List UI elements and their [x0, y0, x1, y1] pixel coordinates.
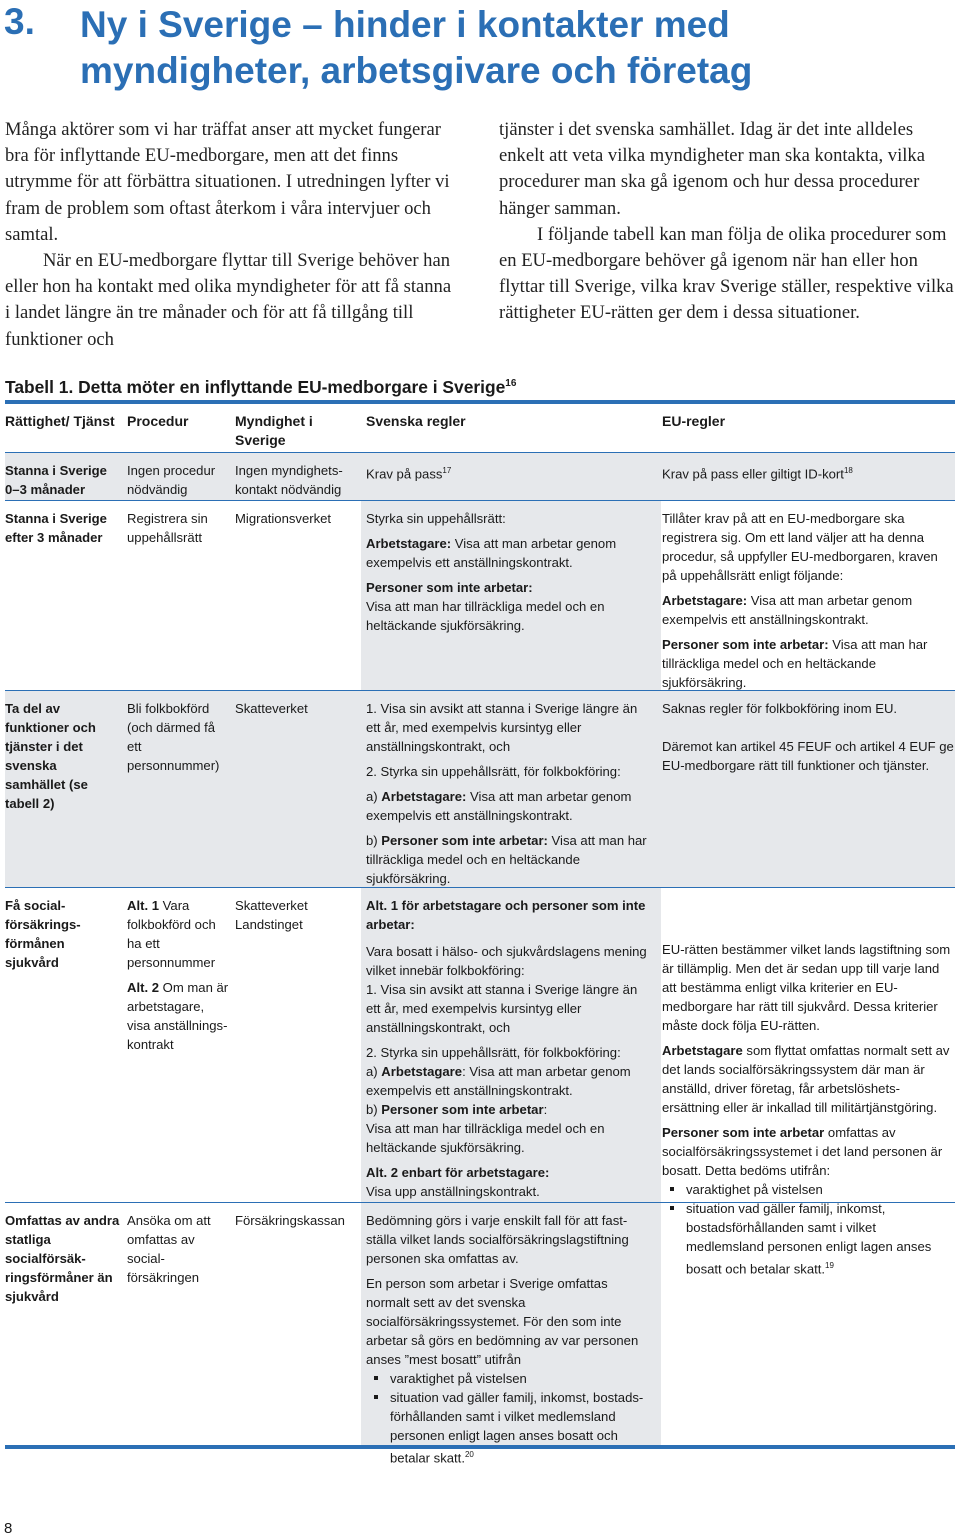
- header-rattighet: Rättighet/ Tjänst: [5, 413, 115, 429]
- procedure-cell: Ansöka om att omfattas av social-försäkringen: [127, 1213, 211, 1285]
- authority-cell: Försäkringskassan: [235, 1213, 345, 1228]
- chapter-number: 3.: [4, 1, 35, 42]
- row-label: Omfattas av andra statliga socialförsäk-ringsförmåner än sjukvård: [5, 1213, 120, 1304]
- residency-criteria-list: [366, 1369, 654, 1467]
- procedure-cell: Ingen procedur nödvändig: [127, 463, 216, 497]
- page-title: Ny i Sverige – hinder i kontakter med myndigheter, arbetsgivare och företag: [80, 4, 753, 91]
- intro-paragraph-3: I följande tabell kan man följa de olika procedurer som en EU-medborgare behöver gå igenom när han eller hon flyttar till Sverige, vilka krav Sverige ställer, respektive vilka rättigheter EU-rätten ger dem i dessa situationer.: [499, 223, 954, 324]
- rules-table: [5, 400, 955, 1466]
- swedish-rules-cell: Krav på pass$^{17}$: [366, 466, 452, 482]
- intro-column-left: [5, 117, 460, 353]
- swedish-rules-cell: Bedömning görs i varje enskilt fall för att fast-ställa vilket lands socialförsäkringslagstiftning personen ska omfattas av. En person som arbetar i Sverige omfattas normalt sett av det svenska socialförsäkringssystemet. För den som inte arbetar så görs en bedömning av var personen anses ”mest bosatt” utifrån varaktighet på vistelsen situation vad gäller familj, inkomst, bostads-förhållanden samt i vilket medlemsland personen enligt lagen anses bosatt och betalar skatt.$^{20}$: [366, 1211, 654, 1467]
- swedish-rules-cell: Alt. 1 för arbetstagare och personer som inte arbetar: Vara bosatt i hälso- och sjukvårdslagens mening vilket innebär folkbokföring: 1. Visa sin avsikt att stanna i Sverige längre än ett år, med exempelvis kursintyg eller anställningskontrakt, och 2. Styrka sin uppehållsrätt, för folkbokföring: a) Arbetstagare: Visa att man arbetar genom exempelvis ett anställningskontrakt. b) Personer som inte arbetar: Visa att man har tillräckliga medel och en heltäckande sjukförsäkring. Alt. 2 enbart för arbetstagare: Visa upp anställningskontrakt.: [366, 898, 647, 1199]
- authority-cell: Ingen myndighets-kontakt nödvändig: [235, 463, 343, 497]
- authority-cell: Skatteverket: [235, 701, 308, 716]
- header-procedur: Procedur: [127, 413, 189, 429]
- table-row: [5, 501, 955, 690]
- list-item: varaktighet på vistelsen: [662, 1180, 955, 1199]
- footnote-ref: 17: [442, 466, 452, 475]
- row-label: Ta del av funktioner och tjänster i det svenska samhället (se tabell 2): [5, 701, 96, 811]
- page-number: 8: [4, 1520, 13, 1537]
- swedish-rules-cell: 1. Visa sin avsikt att stanna i Sverige längre än ett år, med exempelvis kursintyg eller anställningskontrakt, och 2. Styrka sin uppehållsrätt, för folkbokföring: a) Arbetstagare: Visa att man arbetar genom exempelvis ett anställningskontrakt. b) Personer som inte arbetar: Visa att man har tillräckliga medel och en heltäckande sjukförsäkring.: [366, 701, 647, 886]
- footnote-ref: 16: [505, 378, 517, 389]
- procedure-cell: Alt. 1 Vara folkbokförd och ha ett personnummer Alt. 2 Om man är arbetstagare, visa anställnings-kontrakt: [127, 898, 229, 1052]
- table-row: [5, 691, 955, 887]
- table-header-row: [5, 404, 955, 452]
- footnote-ref: 18: [843, 466, 853, 475]
- table-caption: Tabell 1. Detta möter en inflyttande EU-medborgare i Sverige$^{16}$: [5, 376, 517, 397]
- footnote-ref: 19: [825, 1261, 834, 1270]
- row-label: Stanna i Sverige 0–3 månader: [5, 463, 107, 497]
- procedure-cell: Bli folkbokförd (och därmed få ett personnummer): [127, 701, 220, 773]
- header-myndighet: Myndighet i Sverige: [235, 413, 313, 448]
- eu-rules-cell: Saknas regler för folkbokföring inom EU. Däremot kan artikel 45 FEUF och artikel 4 EUF ge EU-medborgare rätt till funktioner och tjänster.: [662, 701, 954, 773]
- footnote-ref: 20: [464, 1450, 474, 1459]
- authority-cell: Migrationsverket: [235, 511, 332, 526]
- eu-rules-cell: Krav på pass eller giltigt ID-kort$^{18}$: [662, 466, 853, 482]
- intro-paragraph-2-end: tjänster i det svenska samhället. Idag är det inte alldeles enkelt att veta vilka myndigheter man ska kontakta, vilka procedurer man ska gå igenom och hur dessa procedurer hänger samman.: [499, 119, 925, 219]
- table-row: [5, 453, 955, 500]
- row-label: Stanna i Sverige efter 3 månader: [5, 511, 107, 545]
- list-item: situation vad gäller familj, inkomst, bostadsförhållanden samt i vilket medlemsland personen enligt lagen anses bosatt och betalar skatt.$^{19}$: [662, 1199, 955, 1278]
- row-label: Få social-försäkrings-förmånen sjukvård: [5, 898, 81, 970]
- table-row: [5, 1203, 955, 1466]
- eu-rules-cell: EU-rätten bestämmer vilket lands lagstiftning som är tillämplig. Men det är sedan upp till varje land att bestämma enligt vilka kriterier en EU-medborgare har rätt till sjukvård. Dessa kriterier måste dock följa EU-rätten. Arbetstagare som flyttat omfattas normalt sett av det lands socialförsäkringssystem där man är anställd, driver företag, får arbetslöshets-ersättning eller är inkallad till militärtjänstgöring. Personer som inte arbetar omfattas av socialförsäkringssystemet i det land personen är bosatt. Detta bedöms utifrån: varaktighet på vistelsen situation vad gäller familj, inkomst, bostadsförhållanden samt i vilket medlemsland personen enligt lagen anses bosatt och betalar skatt.$^{19}$: [662, 940, 955, 1278]
- list-item: varaktighet på vistelsen: [366, 1369, 654, 1388]
- authority-cell: Skatteverket Landstinget: [235, 898, 308, 932]
- intro-paragraph-2-start: När en EU-medborgare flyttar till Sverige behöver han eller hon ha kontakt med olika myndigheter för att få stanna i landet längre än tre månader och för att få tillgång till funktioner och: [5, 250, 452, 350]
- intro-paragraph-1: Många aktörer som vi har träffat anser att mycket fungerar bra för inflyttande EU-medborgare, men att det finns utrymme för att förbättra situationen. I utredningen lyfter vi fram de problem som oftast återkom i våra intervjuer och samtal.: [5, 119, 450, 245]
- procedure-cell: Registrera sin uppehållsrätt: [127, 511, 208, 545]
- list-item: situation vad gäller familj, inkomst, bostads-förhållanden samt i vilket medlemsland personen enligt lagen anses bosatt och betalar skatt.$^{20}$: [366, 1388, 654, 1467]
- header-svenska-regler: Svenska regler: [366, 413, 466, 429]
- swedish-rules-cell: Styrka sin uppehållsrätt: Arbetstagare: Visa att man arbetar genom exempelvis ett anställningskontrakt. Personer som inte arbetar: Visa att man har tillräckliga medel och en heltäckande sjukförsäkring.: [366, 511, 617, 633]
- intro-column-right: [499, 117, 954, 327]
- eu-rules-cell: Tillåter krav på att en EU-medborgare ska registrera sig. Om ett land väljer att ha denna procedur, så uppfyller EU-medborgaren, kraven på uppehållsrätt enligt följande: Arbetstagare: Visa att man arbetar genom exempelvis ett anställningskontrakt. Personer som inte arbetar: Visa att man har tillräckliga medel och en heltäckande sjukförsäkring.: [662, 511, 938, 690]
- header-eu-regler: EU-regler: [662, 413, 726, 429]
